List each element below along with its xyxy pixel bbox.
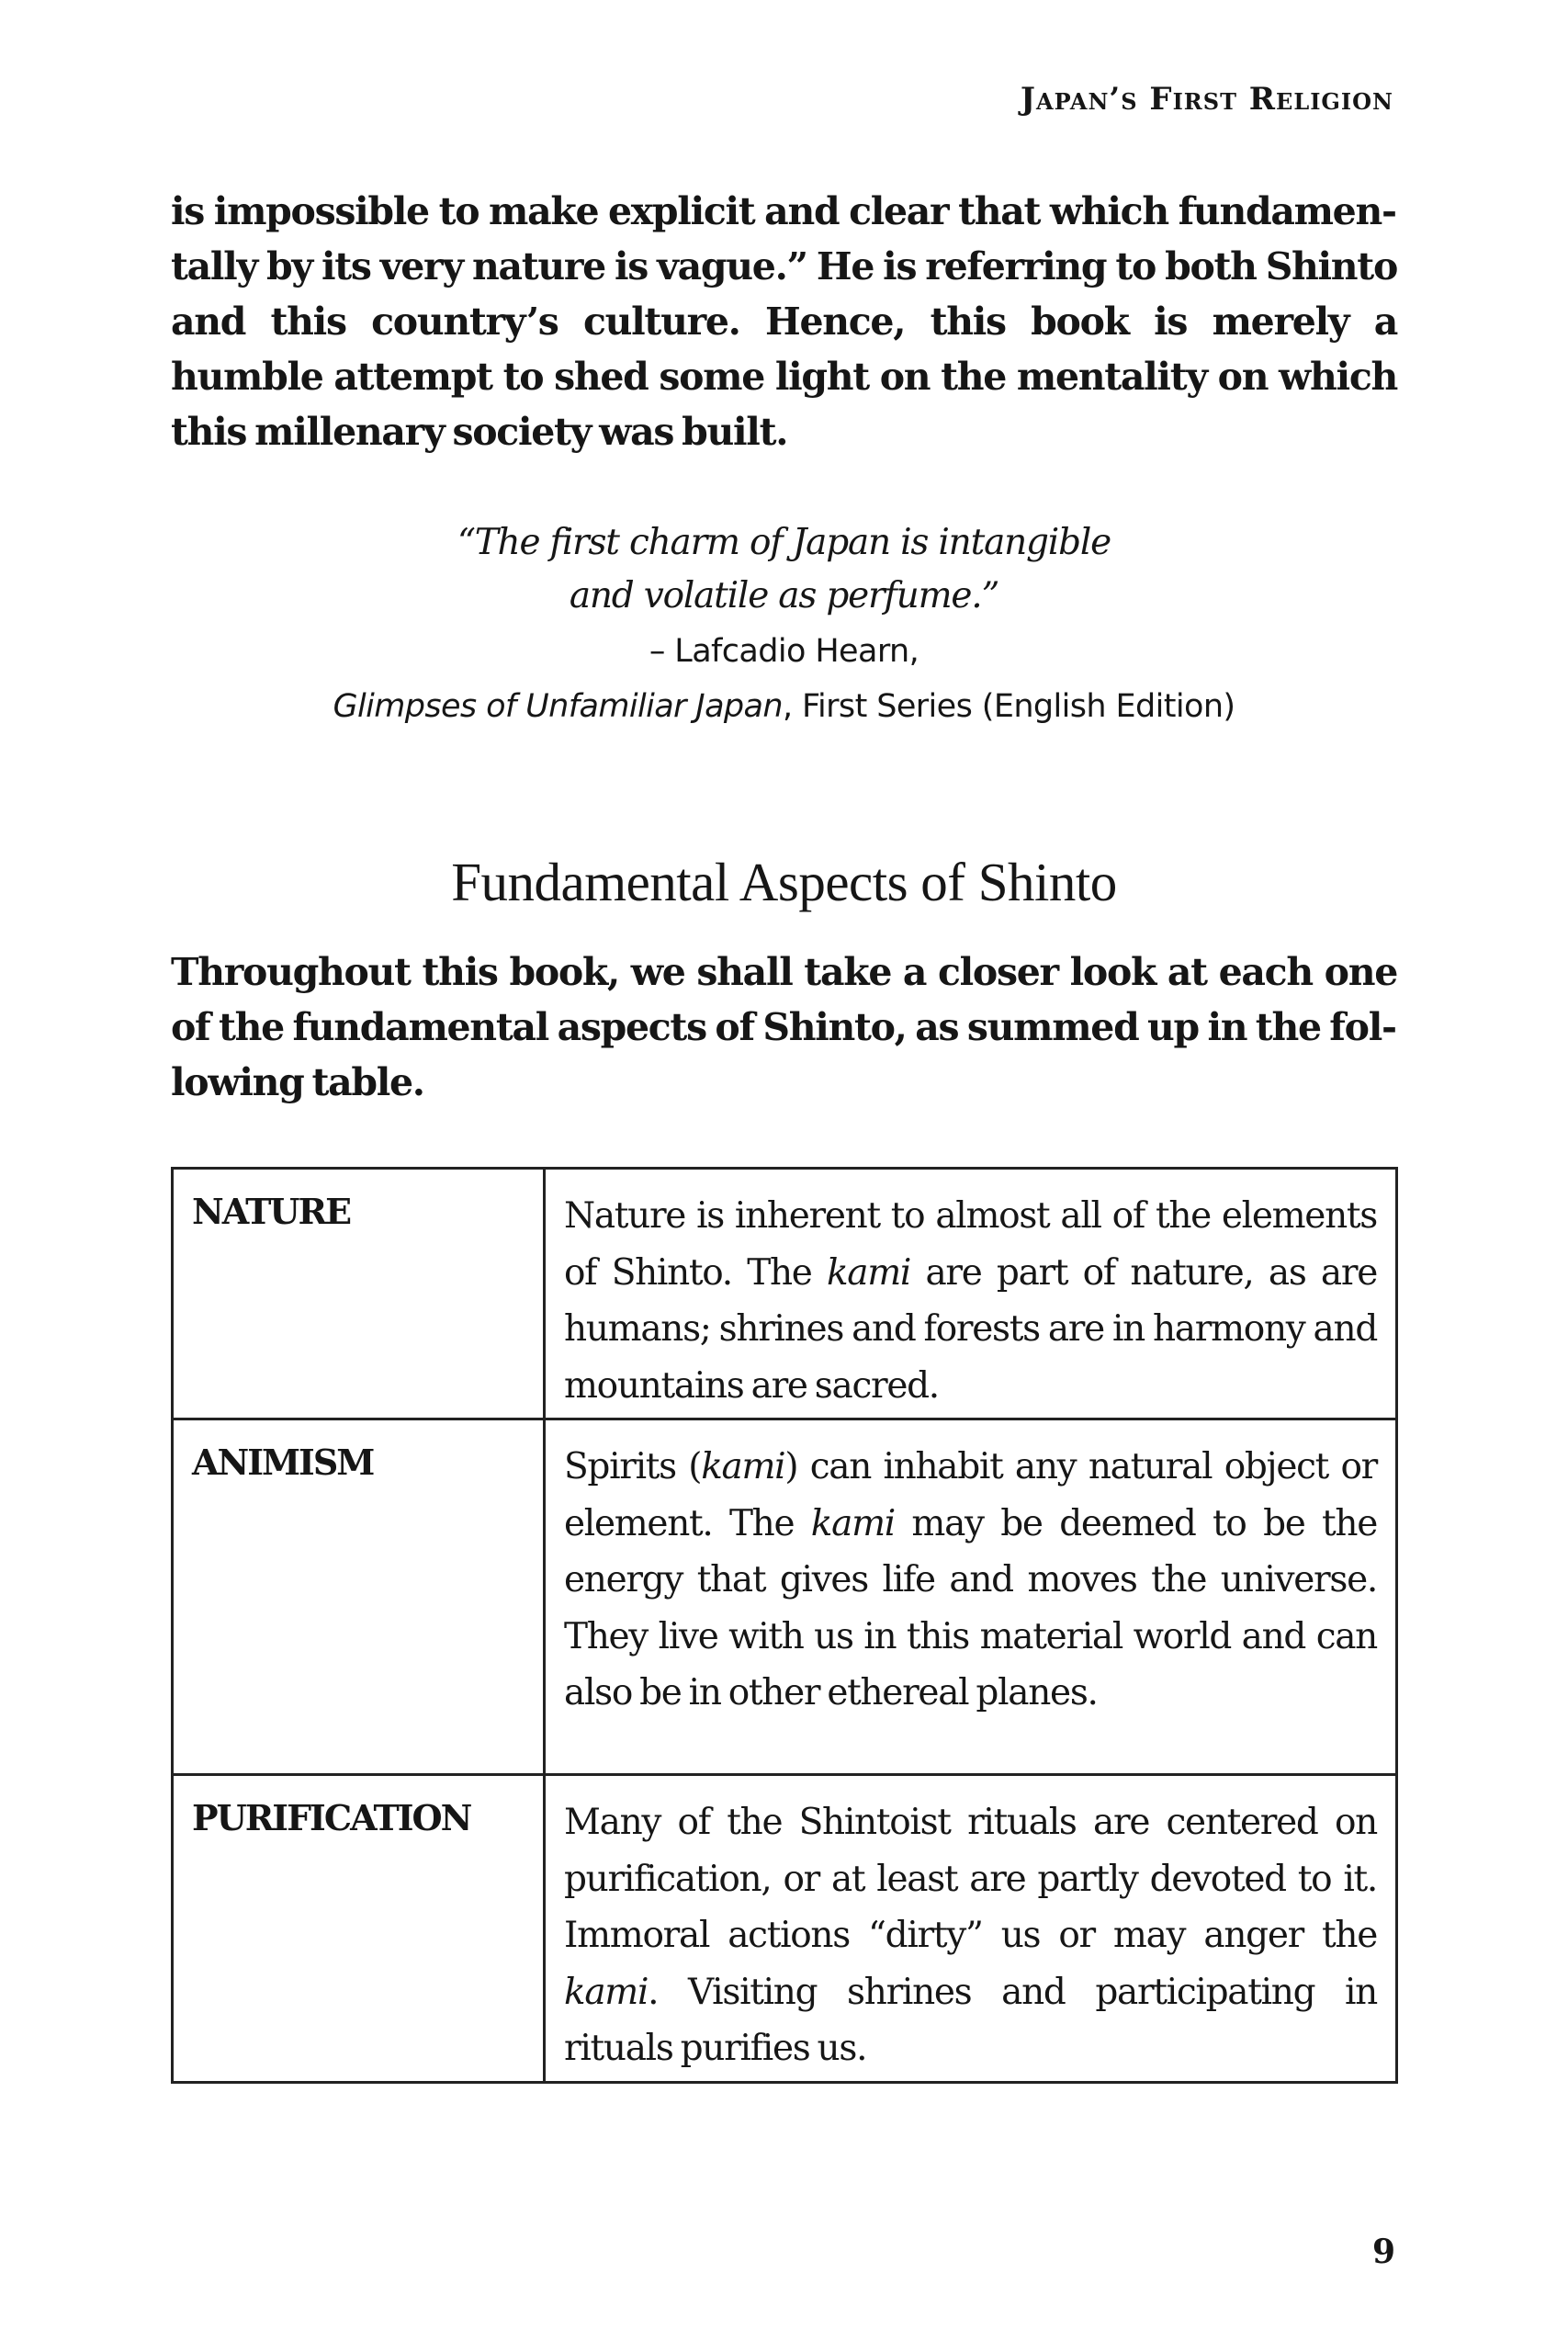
term-cell: PURIFICATION bbox=[173, 1775, 545, 2083]
table-row bbox=[173, 1419, 1397, 1775]
description-text: are part of nature, as are humans; shrines and forests are in harmony and mountains are sacred. bbox=[564, 1251, 1377, 1407]
page-number: 9 bbox=[1371, 2233, 1395, 2271]
description-text: Spirits ( bbox=[564, 1446, 702, 1487]
table-row bbox=[173, 1775, 1397, 2083]
description-cell bbox=[545, 1775, 1397, 2083]
running-head: Japan’s First Religion bbox=[1020, 81, 1393, 118]
section-paragraph: Throughout this book, we shall take a closer look at each one of the fundamental aspects of Shinto, as summed up in the following table. bbox=[171, 950, 1397, 1104]
description-cell bbox=[545, 1169, 1397, 1419]
epigraph-quote-line-2: and volatile as perfume.” bbox=[569, 575, 999, 616]
table-row bbox=[173, 1169, 1397, 1419]
aspects-table bbox=[171, 1167, 1398, 2084]
description-italic: kami bbox=[810, 1502, 895, 1544]
term-cell: ANIMISM bbox=[173, 1419, 545, 1775]
description-italic: kami bbox=[701, 1446, 785, 1487]
epigraph-quote-line-1: “The first charm of Japan is intangible bbox=[457, 522, 1111, 563]
epigraph-source bbox=[171, 680, 1397, 733]
section-heading: Fundamental Aspects of Shinto bbox=[451, 852, 1117, 912]
description-text: may be deemed to be the energy that gives life and moves the universe. They live with us in this material world and can also be in other ethereal planes. bbox=[564, 1502, 1377, 1713]
epigraph-source-rest: , First Series (English Edition) bbox=[782, 688, 1235, 725]
description-text: Many of the Shintoist rituals are centered on purification, or at least are partly devoted to it. Immoral actions “dirty” us or may anger the bbox=[564, 1802, 1377, 1956]
term-cell: NATURE bbox=[173, 1169, 545, 1419]
description-text: ) can inhabit any natural object or element. The bbox=[564, 1446, 1377, 1544]
description-cell bbox=[545, 1419, 1397, 1775]
epigraph-author: – Lafcadio Hearn, bbox=[649, 633, 919, 670]
description-italic: kami bbox=[826, 1251, 911, 1294]
description-text: . Visiting shrines and participating in rituals purifies us. bbox=[564, 1971, 1377, 2069]
intro-paragraph: is impossible to make explicit and clear that which fundamentally by its very nature is vague.” He is referring to both Shinto and this country’s culture. Hence, this book is merely a humble attempt to shed some light on the mentality on which this millenary society was built. bbox=[171, 189, 1397, 454]
epigraph bbox=[171, 516, 1397, 733]
description-italic: kami bbox=[564, 1971, 649, 2013]
description-text: Nature is inherent to almost all of the elements of Shinto. The bbox=[564, 1195, 1377, 1294]
epigraph-source-title: Glimpses of Unfamiliar Japan bbox=[333, 688, 783, 725]
